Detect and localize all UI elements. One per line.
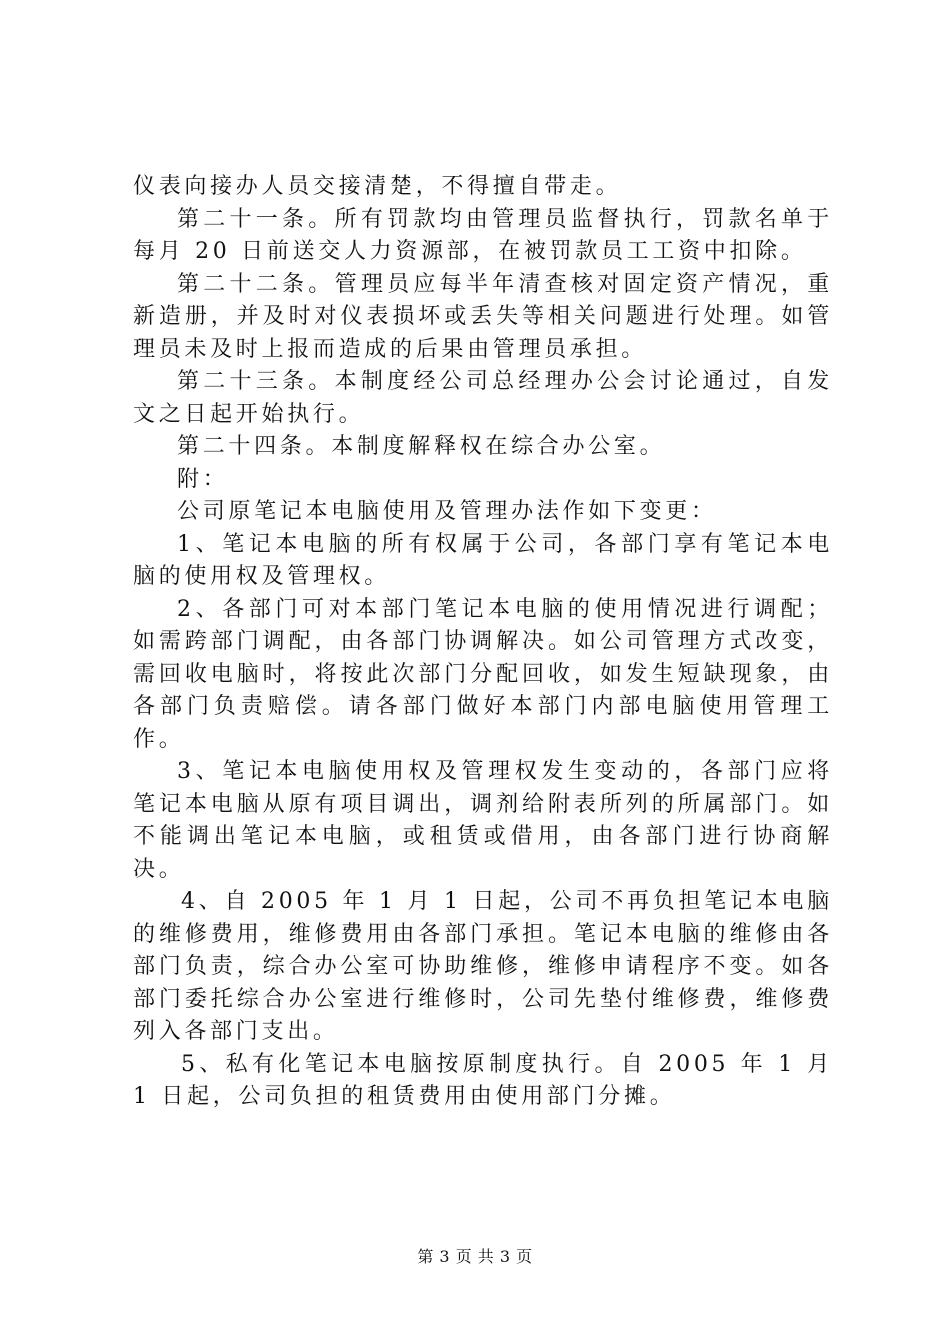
paragraph-article-22: 第二十二条。管理员应每半年清查核对固定资产情况，重新造册，并及时对仪表损坏或丢失等相关问题进行处理。如管理员未及时上报而造成的后果由管理员承担。 bbox=[133, 271, 833, 362]
paragraph-item-4: 4、自 2005 年 1 月 1 日起，公司不再负担笔记本电脑的维修费用，维修费用由各部门承担。笔记本电脑的维修由各部门负责，综合办公室可协助维修，维修申请程序不变。如各部门委托综合办公室进行维修时，公司先垫付维修费，维修费列入各部门支出。 bbox=[133, 889, 833, 1044]
paragraph-article-21: 第二十一条。所有罚款均由管理员监督执行，罚款名单于每月 20 日前送交人力资源部，在被罚款员工工资中扣除。 bbox=[133, 206, 833, 264]
document-body bbox=[133, 171, 833, 1114]
paragraph-appendix-heading: 附： bbox=[177, 466, 229, 492]
paragraph-appendix-intro: 公司原笔记本电脑使用及管理办法作如下变更： bbox=[177, 499, 717, 524]
paragraph-item-5: 5、私有化笔记本电脑按原制度执行。自 2005 年 1 月 1 日起，公司负担的租赁费用由使用部门分摊。 bbox=[133, 1051, 833, 1109]
paragraph-item-1: 1、笔记本电脑的所有权属于公司，各部门享有笔记本电脑的使用权及管理权。 bbox=[133, 531, 833, 589]
paragraph-item-2: 2、各部门可对本部门笔记本电脑的使用情况进行调配；如需跨部门调配，由各部门协调解决。如公司管理方式改变，需回收电脑时，将按此次部门分配回收，如发生短缺现象，由各部门负责赔偿。请各部门做好本部门内部电脑使用管理工作。 bbox=[133, 596, 833, 752]
paragraph-article-24: 第二十四条。本制度解释权在综合办公室。 bbox=[177, 434, 666, 459]
paragraph-item-3: 3、笔记本电脑使用权及管理权发生变动的，各部门应将笔记本电脑从原有项目调出，调剂给附表所列的所属部门。如不能调出笔记本电脑，或租赁或借用，由各部门进行协商解决。 bbox=[133, 759, 833, 882]
paragraph-article-23: 第二十三条。本制度经公司总经理办公会讨论通过，自发文之日起开始执行。 bbox=[133, 369, 833, 427]
page-number-footer: 第 3 页 共 3 页 bbox=[417, 1247, 533, 1266]
paragraph-continuation: 仪表向接办人员交接清楚，不得擅自带走。 bbox=[133, 174, 622, 199]
